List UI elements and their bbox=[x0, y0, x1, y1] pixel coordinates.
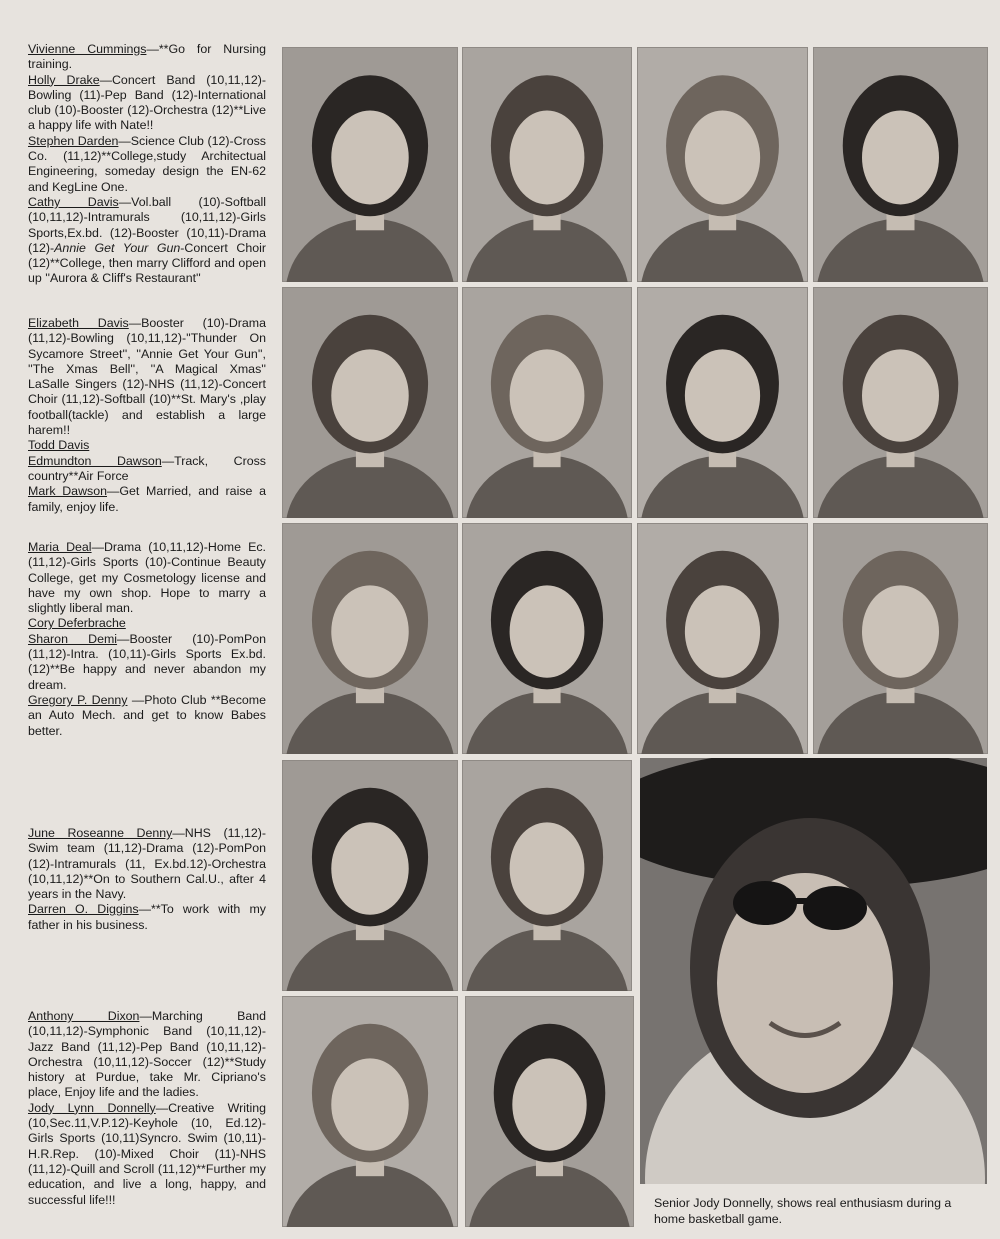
bio-entry bbox=[28, 195, 266, 287]
play-title: Annie Get Your Gun bbox=[54, 240, 181, 255]
student-name: Cory Deferbrache bbox=[28, 616, 126, 631]
portrait-silhouette bbox=[462, 47, 632, 282]
student-bio-continued: -Concert Choir (12)**College, then marry Clifford and open up ''Aurora & Cliff's Restaurant'' bbox=[28, 240, 266, 286]
portrait-silhouette bbox=[282, 760, 458, 991]
student-portrait bbox=[282, 523, 458, 754]
student-bio: —NHS (11,12)-Swim team (11,12)-Drama (12)-PomPon (12)-Intramurals (11, Ex.bd.12)-Orchestra (10,11,12)**On to Southern Cal.U., after 4 years in the Navy. bbox=[28, 826, 266, 902]
student-portrait bbox=[462, 760, 632, 991]
bio-entry bbox=[28, 902, 266, 933]
student-portrait bbox=[465, 996, 634, 1227]
student-bio: —Booster (10)-PomPon (11,12)-Intra. (10,11)-Girls Sports Ex.bd. (12)**Be happy and never abandon my dream. bbox=[28, 631, 266, 692]
student-portrait bbox=[282, 47, 458, 282]
portrait-silhouette bbox=[282, 996, 458, 1227]
candid-photo bbox=[640, 758, 987, 1184]
bio-group-5 bbox=[28, 1009, 266, 1208]
bio-entry bbox=[28, 616, 266, 631]
portrait-silhouette bbox=[282, 47, 458, 282]
student-bio: —**Go for Nursing training. bbox=[28, 42, 266, 72]
bio-entry bbox=[28, 454, 266, 485]
student-portrait bbox=[462, 523, 632, 754]
student-portrait bbox=[282, 760, 458, 991]
bio-group-4 bbox=[28, 826, 266, 933]
student-portrait bbox=[637, 287, 808, 518]
student-bio: —Science Club (12)-Cross Co. (11,12)**College,study Architectual Engineering, someday design the EN-62 and KegLine One. bbox=[28, 133, 266, 194]
student-portrait bbox=[813, 523, 988, 754]
student-bio: —Photo Club **Become an Auto Mech. and get to know Babes better. bbox=[28, 692, 266, 738]
bio-entry bbox=[28, 693, 266, 739]
bio-entry bbox=[28, 826, 266, 902]
bio-entry bbox=[28, 438, 266, 453]
student-name: Vivienne Cummings bbox=[28, 42, 147, 56]
bio-group-2 bbox=[28, 316, 266, 515]
student-bio: —Creative Writing (10,Sec.11,V.P.12)-Keyhole (10, Ed.12)-Girls Sports (10,11)Syncro. Swim (10,11)-H.R.Rep. (10)-Mixed Choir (11)-NHS (11,12)-Quill and Scroll (11,12)**Further my education, and live a long, happy, and successful life!!! bbox=[28, 1100, 266, 1207]
bio-entry bbox=[28, 1101, 266, 1208]
student-name: Cathy Davis bbox=[28, 194, 119, 209]
student-bio: —Marching Band (10,11,12)-Symphonic Band (10,11,12)-Jazz Band (11,12)-Pep Band (10,11,12)-Orchestra (10,11,12)-Soccer (12)**Study history at Purdue, take Mr. Cipriano's place, Enjoy life and the ladies. bbox=[28, 1009, 267, 1100]
portrait-silhouette bbox=[813, 523, 988, 754]
portrait-silhouette bbox=[462, 287, 632, 518]
student-name: June Roseanne Denny bbox=[28, 826, 173, 840]
photo-caption: Senior Jody Donnelly, shows real enthusiasm during a home basketball game. bbox=[654, 1196, 952, 1226]
bio-entry bbox=[28, 73, 266, 134]
student-portrait bbox=[282, 996, 458, 1227]
bio-group-3 bbox=[28, 540, 266, 739]
student-bio: —Track, Cross country**Air Force bbox=[28, 453, 266, 483]
bio-entry bbox=[28, 1009, 266, 1101]
portrait-silhouette bbox=[462, 760, 632, 991]
student-name: Stephen Darden bbox=[28, 133, 119, 148]
student-name: Darren O. Diggins bbox=[28, 902, 139, 917]
student-name: Holly Drake bbox=[28, 72, 100, 87]
student-bio: —Booster (10)-Drama (11,12)-Bowling (10,11,12)-''Thunder On Sycamore Street'', ''Annie Get Your Gun'', ''The Xmas Bell'', ''A Magical Xmas'' LaSalle Singers (12)-NHS (11,12)-Concert Choir (11,12)-Softball (10)**St. Mary's ,play football(tackle) and establish a large harem!! bbox=[28, 316, 266, 438]
student-portrait bbox=[637, 47, 808, 282]
student-portrait bbox=[462, 287, 632, 518]
student-name: Elizabeth Davis bbox=[28, 316, 129, 330]
candid-photo-illustration bbox=[640, 758, 987, 1184]
portrait-silhouette bbox=[282, 523, 458, 754]
student-bio: —Vol.ball (10)-Softball (10,11,12)-Intramurals (10,11,12)-Girls Sports,Ex.bd. (12)-Booster (10,11)-Drama (12)- bbox=[28, 194, 267, 255]
student-name: Mark Dawson bbox=[28, 484, 107, 499]
portrait-silhouette bbox=[813, 287, 988, 518]
student-name: Gregory P. Denny bbox=[28, 692, 128, 707]
portrait-silhouette bbox=[637, 47, 808, 282]
portrait-silhouette bbox=[813, 47, 988, 282]
portrait-silhouette bbox=[282, 287, 458, 518]
bio-entry bbox=[28, 484, 266, 515]
bio-entry bbox=[28, 632, 266, 693]
bio-group-1 bbox=[28, 42, 266, 287]
bio-entry bbox=[28, 134, 266, 195]
student-portrait bbox=[813, 287, 988, 518]
portrait-silhouette bbox=[465, 996, 634, 1227]
student-portrait bbox=[813, 47, 988, 282]
student-bio: —Drama (10,11,12)-Home Ec. (11,12)-Girls Sports (10)-Continue Beauty College, get my Cosmetology license and have my own shop. Hope to marry a slightly liberal man. bbox=[28, 540, 266, 616]
student-name: Edmundton Dawson bbox=[28, 453, 162, 468]
student-name: Anthony Dixon bbox=[28, 1009, 140, 1023]
student-portrait bbox=[462, 47, 632, 282]
student-name: Todd Davis bbox=[28, 438, 90, 453]
student-portrait bbox=[637, 523, 808, 754]
student-name: Maria Deal bbox=[28, 540, 92, 554]
student-name: Jody Lynn Donnelly bbox=[28, 1100, 156, 1115]
student-bio: —Concert Band (10,11,12)-Bowling (11)-Pep Band (12)-International club (10)-Booster (12)-Orchestra (12)**Live a happy life with Nate!! bbox=[28, 72, 266, 133]
portrait-silhouette bbox=[637, 287, 808, 518]
bio-entry bbox=[28, 42, 266, 73]
portrait-silhouette bbox=[462, 523, 632, 754]
bio-entry bbox=[28, 316, 266, 438]
student-bio: —**To work with my father in his business. bbox=[28, 902, 266, 932]
student-name: Sharon Demi bbox=[28, 631, 118, 646]
student-bio: —Get Married, and raise a family, enjoy life. bbox=[28, 484, 266, 514]
portrait-silhouette bbox=[637, 523, 808, 754]
bio-entry bbox=[28, 540, 266, 616]
student-portrait bbox=[282, 287, 458, 518]
